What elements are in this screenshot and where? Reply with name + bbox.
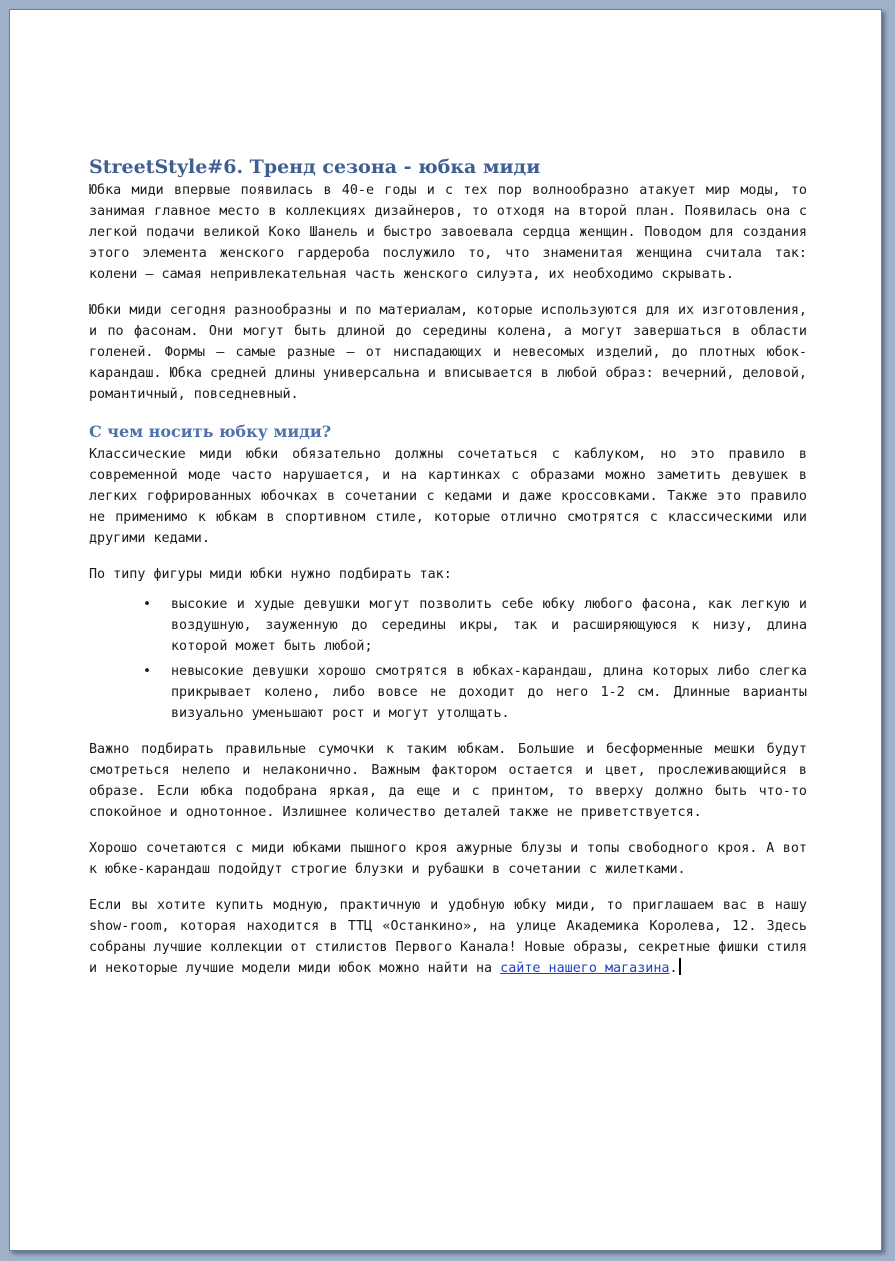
intro-paragraph-1: Юбка миди впервые появилась в 40-е годы и с тех пор волнообразно атакует мир моды, то занимая главное место в коллекциях дизайнеров, то отходя на второй план. Появилась она с легкой подачи великой Коко Шанель и быстро завоевала сердца женщин. Поводом для создания этого элемента женского гардероба послужило то, что знаменитая женщина считала так: колени – самая непривлекательная часть женского силуэта, их необходимо скрывать. — [89, 183, 807, 282]
document-page — [9, 9, 882, 1251]
final-period: . — [669, 961, 678, 976]
after-paragraph-1: Важно подбирать правильные сумочки к таким юбкам. Большие и бесформенные мешки будут смотреться нелепо и нелаконично. Важным фактором остается и цвет, прослеживающийся в образе. Если юбка подобрана яркая, да еще и с принтом, то вверху должно быть что-то спокойное и однотонное. Излишнее количество деталей также не приветствуется. — [89, 742, 807, 820]
bullet-icon: • — [143, 664, 152, 679]
intro-paragraph-2: Юбки миди сегодня разнообразны и по материалам, которые используются для их изготовления, и по фасонам. Они могут быть длиной до середины колена, а могут завершаться в области голеней. Формы – самые разные – от ниспадающих и невесомых изделий, до плотных юбок-карандаш. Юбка средней длины универсальна и вписывается в любой образ: вечерний, деловой, романтичный, повседневный. — [89, 303, 807, 402]
shop-site-link[interactable]: сайте нашего магазина — [500, 961, 670, 976]
article-title: StreetStyle#6. Тренд сезона - юбка миди — [89, 156, 541, 178]
section-paragraph-1: Классические миди юбки обязательно должны сочетаться с каблуком, но это правило в современной моде часто нарушается, и на картинках с образами можно заметить девушек в легких гофрированных юбочках в сочетании с кедами и даже кроссовками. Также это правило не применимо к юбкам в спортивном стиле, которые отлично смотрятся с классическими или другими кедами. — [89, 447, 807, 546]
list-item-text: высокие и худые девушки могут позволить себе юбку любого фасона, как легкую и воздушную, зауженную до середины икры, так и расширяющуюся к низу, длина которой может быть любой; — [171, 597, 807, 654]
bullet-icon: • — [143, 597, 152, 612]
final-paragraph — [89, 895, 807, 979]
figure-type-list — [89, 594, 807, 724]
document-body[interactable] — [89, 154, 807, 994]
section-heading: С чем носить юбку миди? — [89, 422, 332, 441]
after-paragraph-2: Хорошо сочетаются с миди юбками пышного кроя ажурные блузы и топы свободного кроя. А вот к юбке-карандаш подойдут строгие блузки и рубашки в сочетании с жилетками. — [89, 841, 807, 877]
list-item — [143, 661, 807, 724]
text-cursor — [679, 958, 681, 975]
list-item-text: невысокие девушки хорошо смотрятся в юбках-карандаш, длина которых либо слегка прикрывает колено, либо вовсе не доходит до него 1-2 см. Длинные варианты визуально уменьшают рост и могут утолщать. — [171, 664, 807, 721]
list-item — [143, 594, 807, 657]
final-paragraph-text: Если вы хотите купить модную, практичную и удобную юбку миди, то приглашаем вас в нашу show-room, которая находится в ТТЦ «Останкино», на улице Академика Королева, 12. Здесь собраны лучшие коллекции от стилистов Первого Канала! Новые образы, секретные фишки стиля и некоторые лучшие модели миди юбок можно найти на — [89, 898, 807, 976]
section-paragraph-2: По типу фигуры миди юбки нужно подбирать так: — [89, 567, 452, 582]
